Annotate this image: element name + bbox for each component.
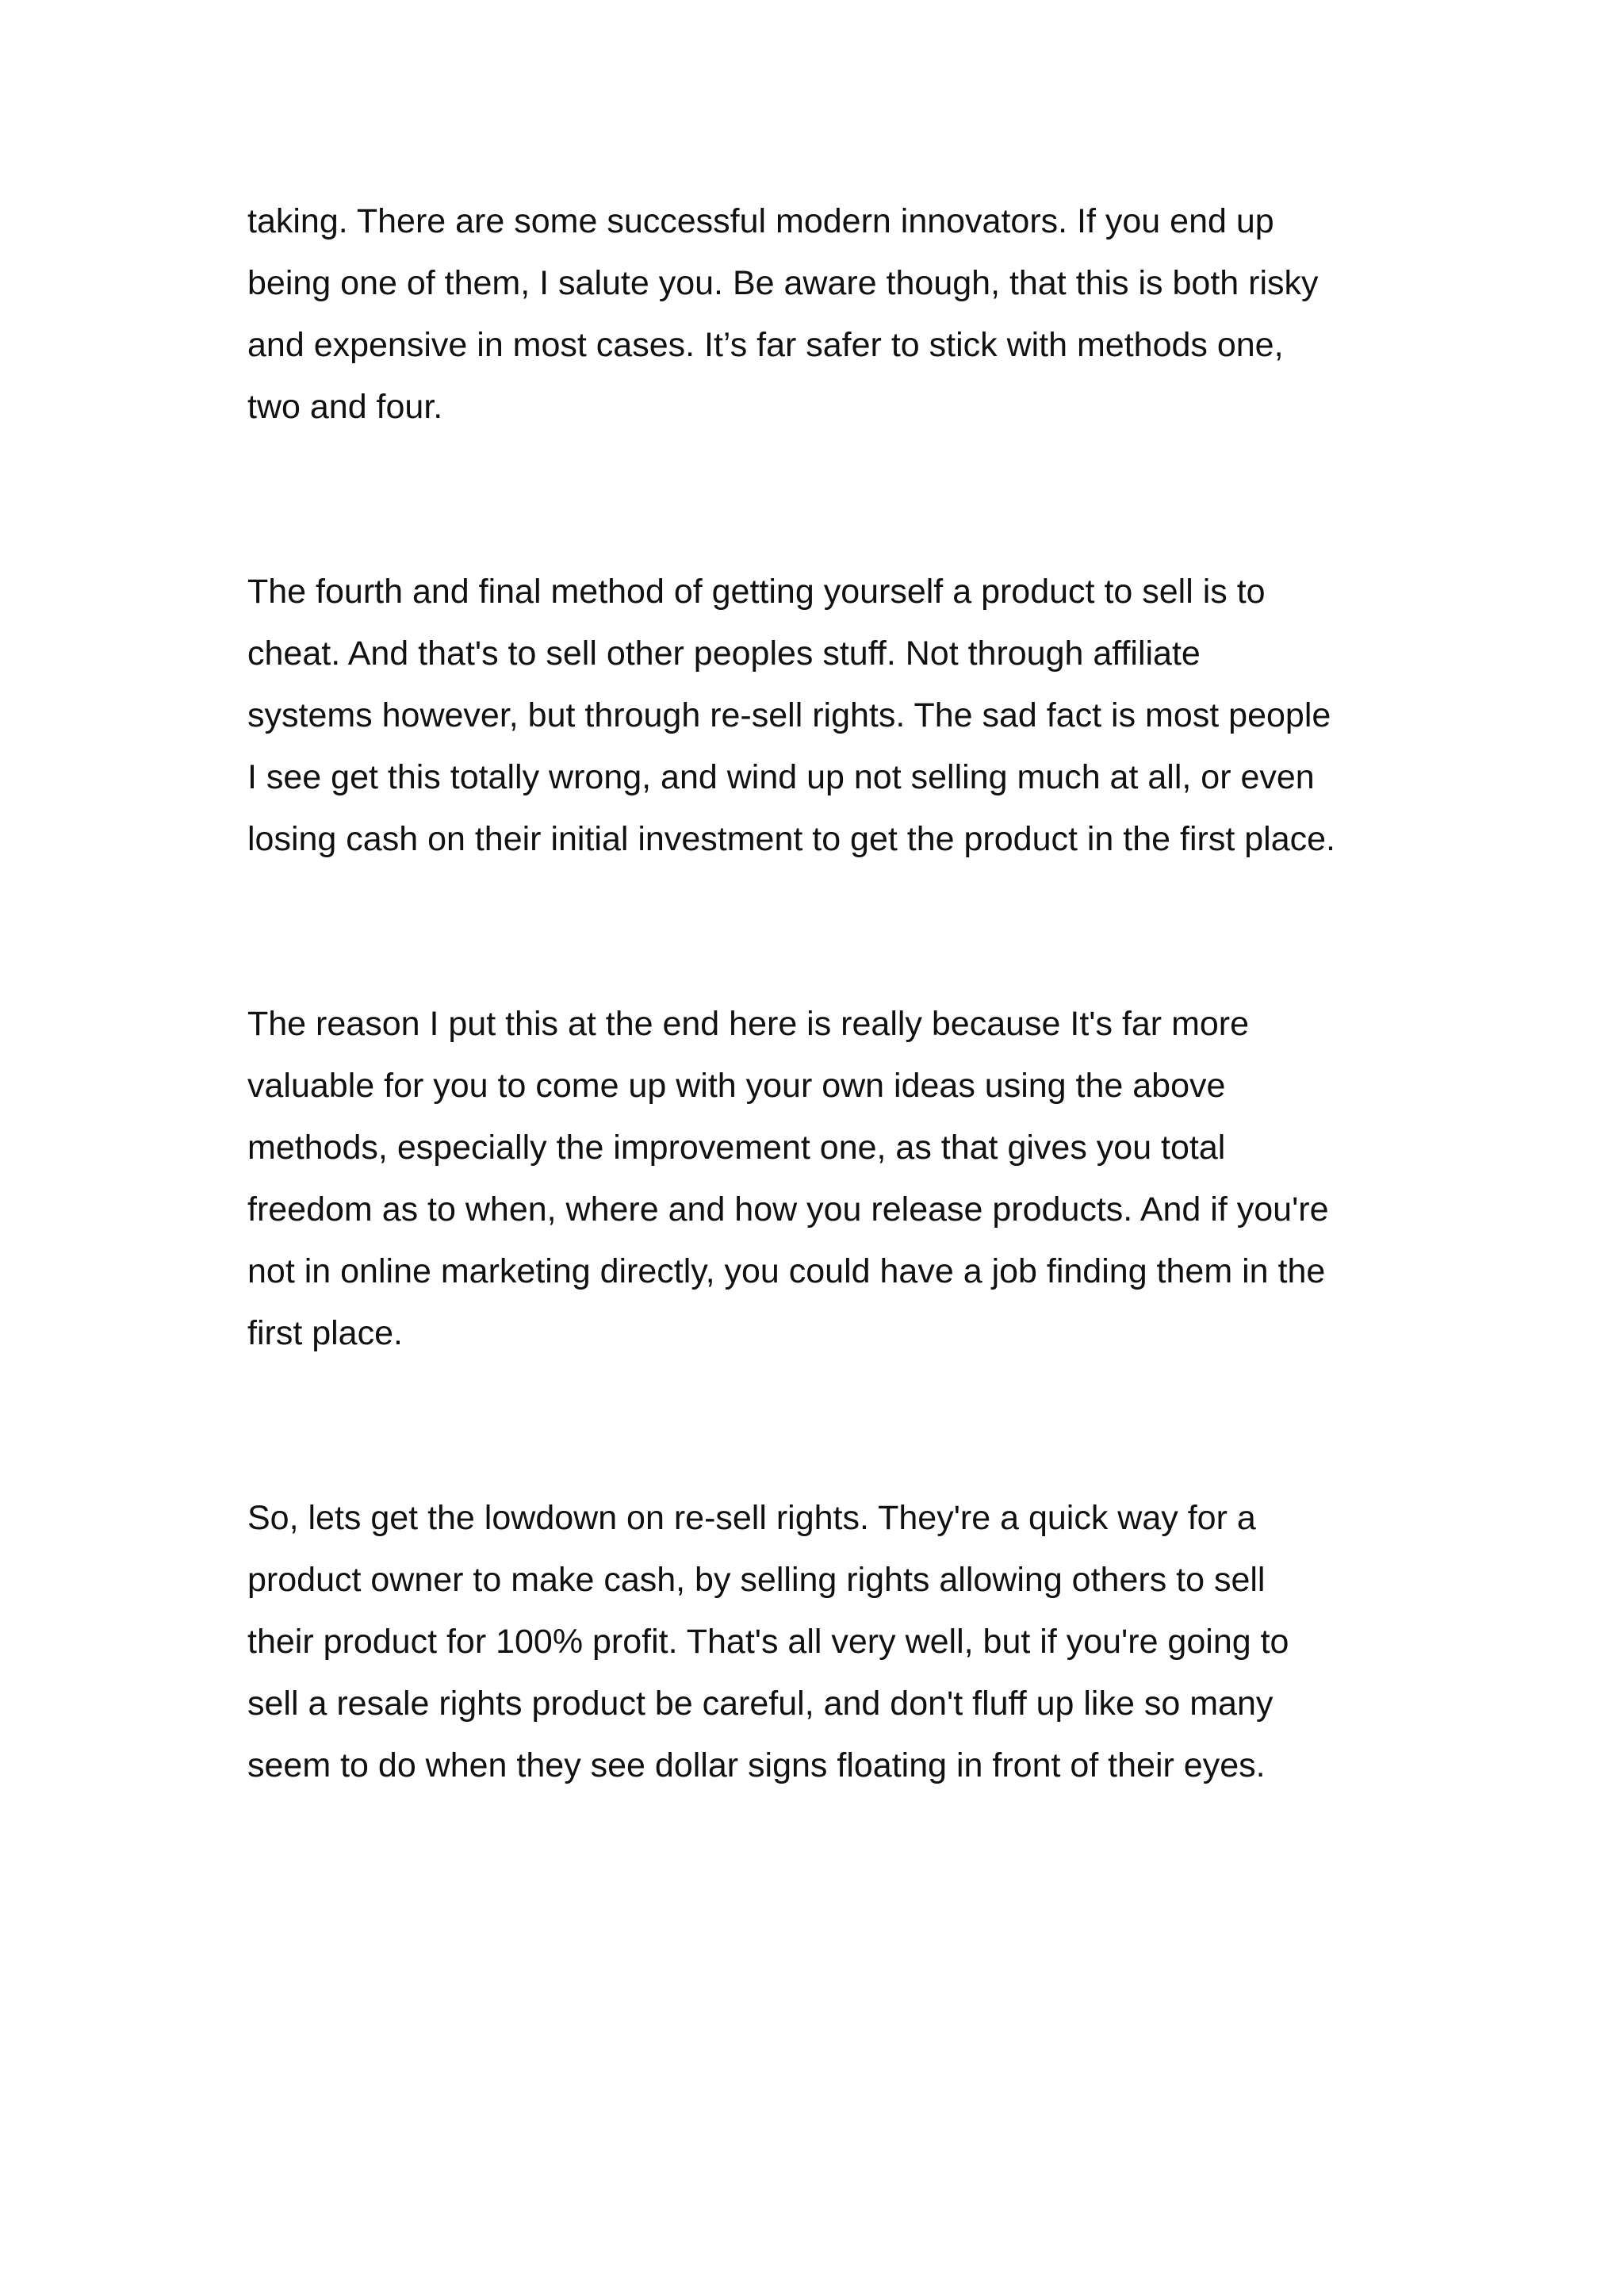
paragraph-3: [247, 993, 1405, 1364]
text-line: I see get this totally wrong, and wind up not selling much at all, or even: [247, 758, 1315, 796]
text-line: systems however, but through re-sell rights. The sad fact is most people: [247, 696, 1331, 734]
text-body: [247, 190, 1405, 1919]
text-line: and expensive in most cases. It’s far safer to stick with methods one,: [247, 326, 1284, 364]
paragraph-2: [247, 561, 1405, 870]
text-line: taking. There are some successful modern innovators. If you end up: [247, 202, 1274, 240]
text-line: sell a resale rights product be careful, and don't fluff up like so many: [247, 1685, 1274, 1723]
text-line: two and four.: [247, 388, 443, 426]
text-line: methods, especially the improvement one, as that gives you total: [247, 1129, 1226, 1167]
text-line: valuable for you to come up with your own ideas using the above: [247, 1067, 1226, 1105]
text-line: The fourth and final method of getting yourself a product to sell is to: [247, 573, 1266, 611]
text-line: The reason I put this at the end here is really because It's far more: [247, 1005, 1250, 1043]
paragraph-1: [247, 190, 1405, 438]
text-line: their product for 100% profit. That's all very well, but if you're going to: [247, 1623, 1289, 1661]
paragraph-4: [247, 1487, 1405, 1796]
text-line: freedom as to when, where and how you release products. And if you're: [247, 1190, 1329, 1228]
text-line: seem to do when they see dollar signs floating in front of their eyes.: [247, 1746, 1266, 1784]
text-line: being one of them, I salute you. Be aware though, that this is both risky: [247, 264, 1319, 302]
text-line: losing cash on their initial investment to get the product in the first place.: [247, 820, 1335, 858]
text-line: So, lets get the lowdown on re-sell rights. They're a quick way for a: [247, 1499, 1256, 1537]
text-line: first place.: [247, 1314, 403, 1352]
text-line: product owner to make cash, by selling rights allowing others to sell: [247, 1561, 1266, 1599]
text-line: cheat. And that's to sell other peoples stuff. Not through affiliate: [247, 634, 1201, 673]
text-line: not in online marketing directly, you could have a job finding them in the: [247, 1252, 1326, 1290]
